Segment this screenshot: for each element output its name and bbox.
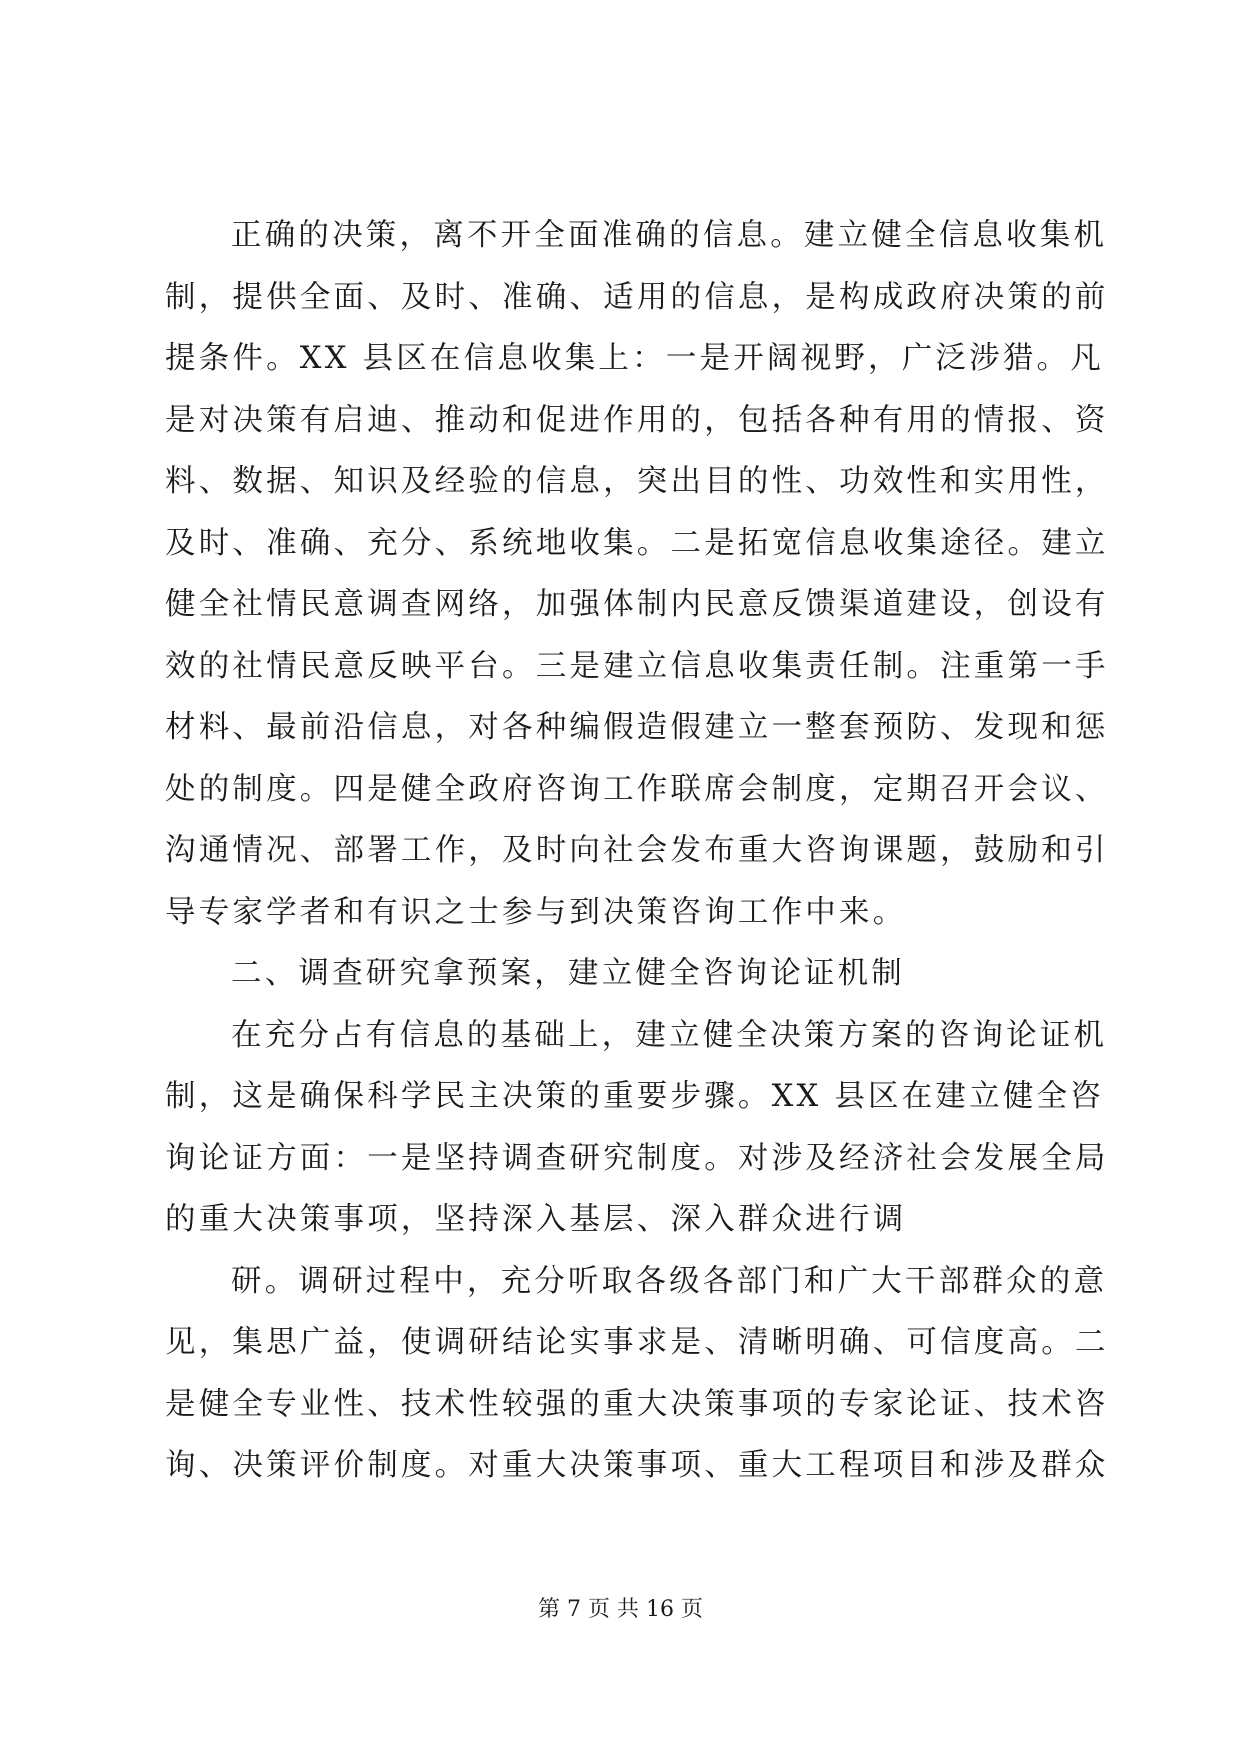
paragraph-line: 效的社情民意反映平台。三是建立信息收集责任制。注重第一手 (165, 648, 1109, 684)
page-number-footer: 第 7 页 共 16 页 (538, 1597, 703, 1622)
section-heading: 二、调查研究拿预案，建立健全咨询论证机制 (231, 956, 905, 991)
paragraph-line: 料、数据、知识及经验的信息，突出目的性、功效性和实用性， (165, 464, 1109, 499)
paragraph-line: 是对决策有启迪、推动和促进作用的，包括各种有用的情报、资 (165, 402, 1109, 438)
paragraph-line: 见，集思广益，使调研结论实事求是、清晰明确、可信度高。二 (165, 1325, 1109, 1360)
paragraph-line: 沟通情况、部署工作，及时向社会发布重大咨询课题，鼓励和引 (165, 833, 1109, 868)
paragraph-line: 处的制度。四是健全政府咨询工作联席会制度，定期召开会议、 (165, 771, 1109, 807)
paragraph-line: 健全社情民意调查网络，加强体制内民意反馈渠道建设，创设有 (165, 587, 1109, 622)
paragraph-line: 材料、最前沿信息，对各种编假造假建立一整套预防、发现和惩 (165, 710, 1109, 745)
paragraph-line: 正确的决策，离不开全面准确的信息。建立健全信息收集机 (231, 218, 1108, 253)
paragraph-line: 询论证方面：一是坚持调查研究制度。对涉及经济社会发展全局 (165, 1140, 1109, 1176)
paragraph-line: 研。调研过程中，充分听取各级各部门和广大干部群众的意 (231, 1263, 1108, 1299)
paragraph-line: 制，提供全面、及时、准确、适用的信息，是构成政府决策的前 (165, 279, 1109, 315)
paragraph-line: 提条件。XX 县区在信息收集上：一是开阔视野，广泛涉猎。凡 (165, 341, 1104, 376)
paragraph-line: 导专家学者和有识之士参与到决策咨询工作中来。 (165, 894, 907, 930)
paragraph-line: 在充分占有信息的基础上，建立健全决策方案的咨询论证机 (231, 1017, 1108, 1053)
paragraph-line: 询、决策评价制度。对重大决策事项、重大工程项目和涉及群众 (165, 1448, 1109, 1483)
paragraph-line: 的重大决策事项，坚持深入基层、深入群众进行调 (165, 1202, 907, 1237)
paragraph-line: 及时、准确、充分、系统地收集。二是拓宽信息收集途径。建立 (165, 525, 1109, 561)
paragraph-line: 是健全专业性、技术性较强的重大决策事项的专家论证、技术咨 (165, 1386, 1109, 1422)
document-body (165, 205, 1109, 1497)
paragraph-line: 制，这是确保科学民主决策的重要步骤。XX 县区在建立健全咨 (165, 1079, 1104, 1114)
